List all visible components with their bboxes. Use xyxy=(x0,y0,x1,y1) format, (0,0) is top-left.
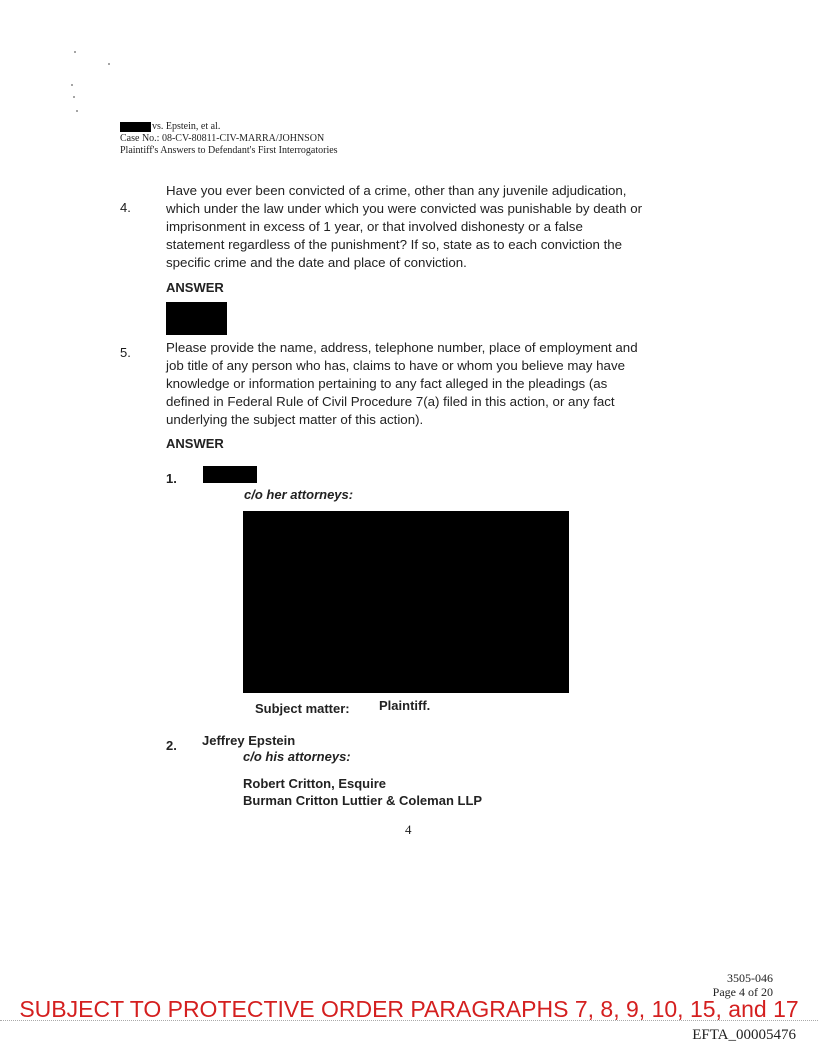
scan-speck xyxy=(76,110,78,112)
person-1-subject-label: Subject matter: xyxy=(255,701,350,716)
redaction-answer-4 xyxy=(166,302,227,335)
protective-order-notice: SUBJECT TO PROTECTIVE ORDER PARAGRAPHS 7, 8, 9, 10, 15, and 17 xyxy=(19,996,799,1022)
person-1-subject-value: Plaintiff. xyxy=(379,698,431,713)
question-4-line: which under the law under which you were convicted was punishable by death or xyxy=(166,201,643,216)
document-title: Plaintiff's Answers to Defendant's First Interrogatories xyxy=(120,145,338,156)
person-2-number: 2. xyxy=(166,738,177,753)
redaction-person-1-name xyxy=(203,466,257,483)
scan-speck xyxy=(74,51,76,53)
question-4-line: statement regardless of the punishment? If so, state as to each conviction the xyxy=(166,237,623,252)
person-2-attorney-name: Robert Critton, Esquire xyxy=(243,776,387,791)
person-1-number: 1. xyxy=(166,471,177,486)
question-4-line: Have you ever been convicted of a crime, other than any juvenile adjudication, xyxy=(166,183,627,198)
efta-number: EFTA_00005476 xyxy=(692,1027,796,1043)
question-5-line: defined in Federal Rule of Civil Procedure 7(a) filed in this action, or any fact xyxy=(166,394,615,409)
document-header xyxy=(120,121,338,157)
question-5-answer-label: ANSWER xyxy=(166,436,224,451)
person-1-attorneys-label: c/o her attorneys: xyxy=(244,487,354,502)
question-4-answer-label: ANSWER xyxy=(166,280,224,295)
page-of-count: Page 4 of 20 xyxy=(712,985,773,999)
question-5-line: Please provide the name, address, telephone number, place of employment and xyxy=(166,340,638,355)
scan-speck xyxy=(108,63,110,65)
case-number: Case No.: 08-CV-80811-CIV-MARRA/JOHNSON xyxy=(120,133,325,144)
redaction-caption-name xyxy=(120,122,151,132)
scan-speck xyxy=(73,96,75,98)
question-5-line: underlying the subject matter of this action). xyxy=(166,412,424,427)
case-caption: vs. Epstein, et al. xyxy=(152,121,221,132)
question-5-line: job title of any person who has, claims to have or whom you believe may have xyxy=(166,358,625,373)
question-5-number: 5. xyxy=(120,345,131,360)
question-4-text xyxy=(166,182,726,272)
person-2-name: Jeffrey Epstein xyxy=(202,733,296,748)
bates-code: 3505-046 xyxy=(727,971,773,985)
scan-speck xyxy=(71,84,73,86)
redaction-person-1-attorneys xyxy=(243,511,569,693)
question-5-text xyxy=(166,339,726,429)
person-2-attorneys-label: c/o his attorneys: xyxy=(243,749,351,764)
page-number: 4 xyxy=(405,822,412,837)
question-5-line: knowledge or information pertaining to any fact alleged in the pleadings (as xyxy=(166,376,608,391)
question-4-number: 4. xyxy=(120,200,131,215)
person-2-firm: Burman Critton Luttier & Coleman LLP xyxy=(243,793,483,808)
question-4-line: specific crime and the date and place of conviction. xyxy=(166,255,467,270)
question-4-line: imprisonment in excess of 1 year, or that involved dishonesty or a false xyxy=(166,219,583,234)
